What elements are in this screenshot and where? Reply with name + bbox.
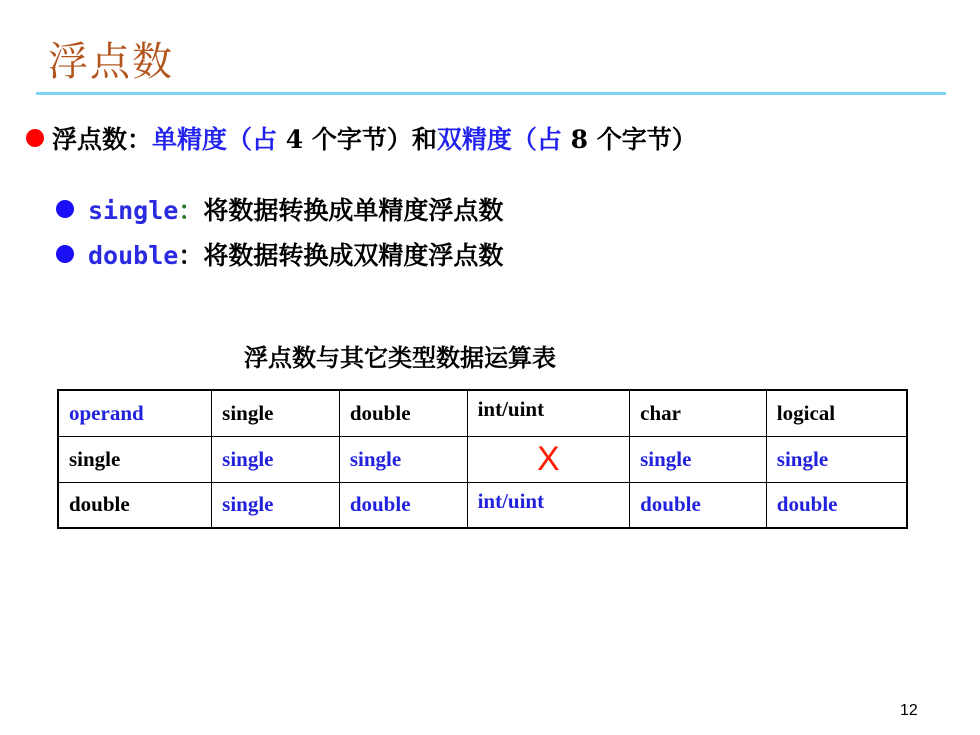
table-cell: char xyxy=(630,390,767,436)
table-cell: single xyxy=(766,436,907,482)
single-description: 将数据转换成单精度浮点数 xyxy=(203,196,504,225)
table-cell: single xyxy=(630,436,767,482)
intro-paren-open-1: （占 xyxy=(227,125,286,154)
intro-byte-count-4: 4 xyxy=(285,125,304,154)
single-keyword: single xyxy=(88,196,179,225)
table-caption: 浮点数与其它类型数据运算表 xyxy=(244,344,556,372)
single-colon: ： xyxy=(178,196,204,225)
table-row xyxy=(58,390,907,436)
table-cell: double xyxy=(766,482,907,528)
table-cell: operand xyxy=(58,390,212,436)
table-cell: single xyxy=(58,436,212,482)
table-cell: single xyxy=(212,390,340,436)
intro-byte-count-8: 8 xyxy=(570,125,589,154)
table-cell: double xyxy=(58,482,212,528)
red-bullet-icon xyxy=(26,129,44,147)
table-cell: double xyxy=(630,482,767,528)
table-cell: single xyxy=(212,436,340,482)
bullet-double xyxy=(56,236,503,272)
table-cell: int/uint xyxy=(467,482,630,528)
double-colon: ： xyxy=(178,241,204,270)
title-divider xyxy=(36,92,946,95)
float-intro-line xyxy=(26,120,697,156)
table-cell: logical xyxy=(766,390,907,436)
page-number: 12 xyxy=(900,702,918,719)
intro-end-text: 个字节） xyxy=(588,125,697,154)
table-cell: single xyxy=(339,436,467,482)
double-keyword: double xyxy=(88,241,179,270)
blue-bullet-icon xyxy=(56,200,74,218)
table-cell: single xyxy=(212,482,340,528)
double-description: 将数据转换成双精度浮点数 xyxy=(203,241,504,270)
slide-title: 浮点数 xyxy=(48,39,174,85)
intro-prefix: 浮点数： xyxy=(52,125,153,154)
operation-table xyxy=(57,389,908,529)
blue-bullet-icon xyxy=(56,245,74,263)
table-row xyxy=(58,482,907,528)
bullet-single xyxy=(56,191,503,227)
not-allowed-mark: X xyxy=(467,436,630,482)
table-cell: double xyxy=(339,390,467,436)
table-cell: int/uint xyxy=(467,390,630,436)
single-precision-term: 单精度 xyxy=(152,125,228,154)
intro-mid-text: 个字节）和 xyxy=(303,125,437,154)
intro-paren-open-2: （占 xyxy=(511,125,571,154)
table-cell: double xyxy=(339,482,467,528)
table-row xyxy=(58,436,907,482)
double-precision-term: 双精度 xyxy=(436,125,512,154)
